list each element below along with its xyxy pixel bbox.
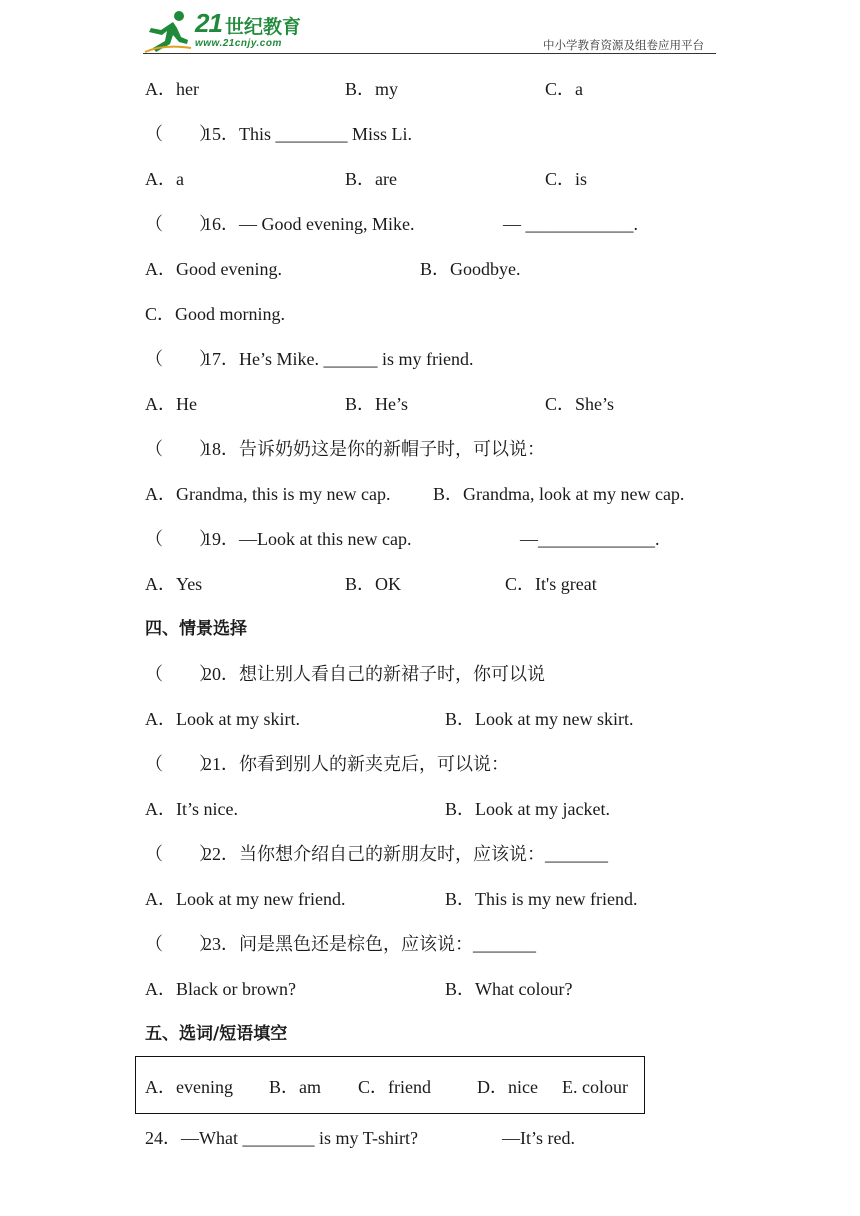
q21-option-a: A．It’s nice. bbox=[145, 799, 238, 819]
q22-option-a: A．Look at my new friend. bbox=[145, 889, 346, 909]
answer-paren: （ ） bbox=[145, 664, 217, 684]
answer-paren: （ ） bbox=[145, 934, 217, 954]
question-23 bbox=[145, 933, 536, 955]
question-text: 19．—Look at this new cap. bbox=[203, 529, 412, 549]
question-text: 23．问是黑色还是棕色，应该说：_______ bbox=[203, 934, 536, 954]
answer-paren: （ ） bbox=[145, 349, 217, 369]
logo-url: www.21cnjy.com bbox=[195, 38, 282, 49]
q19-option-c: C．It's great bbox=[505, 574, 597, 594]
question-text: 15．This ________ Miss Li. bbox=[203, 124, 413, 144]
question-19 bbox=[145, 528, 411, 550]
q16-option-c: C．Good morning. bbox=[145, 304, 286, 324]
q16-option-a: A．Good evening. bbox=[145, 259, 282, 279]
q18-option-a: A．Grandma, this is my new cap. bbox=[145, 484, 391, 504]
q19-reply-blank: —_____________. bbox=[520, 529, 660, 549]
q14-option-b: B．my bbox=[345, 79, 399, 99]
question-text: 16．— Good evening, Mike. bbox=[203, 214, 415, 234]
question-text: 22．当你想介绍自己的新朋友时，应该说：_______ bbox=[203, 844, 608, 864]
q19-option-a: A．Yes bbox=[145, 574, 203, 594]
question-22 bbox=[145, 843, 608, 865]
question-20 bbox=[145, 663, 545, 685]
word-bank-item: A．evening bbox=[145, 1077, 233, 1097]
answer-paren: （ ） bbox=[145, 529, 217, 549]
word-bank-item: D．nice bbox=[477, 1077, 538, 1097]
q15-option-b: B．are bbox=[345, 169, 397, 189]
q17-option-b: B．He’s bbox=[345, 394, 408, 414]
logo-brand-text: 世纪教育 bbox=[225, 16, 302, 38]
q17-option-a: A．He bbox=[145, 394, 197, 414]
header-divider bbox=[143, 53, 716, 54]
section-4-heading: 四、情景选择 bbox=[145, 619, 247, 639]
logo bbox=[143, 8, 313, 54]
question-text: 17．He’s Mike. ______ is my friend. bbox=[203, 349, 474, 369]
word-bank-item: B．am bbox=[269, 1077, 321, 1097]
q23-option-b: B．What colour? bbox=[445, 979, 573, 999]
question-text: 20．想让别人看自己的新裙子时，你可以说 bbox=[203, 664, 545, 684]
question-21 bbox=[145, 753, 509, 775]
q22-option-b: B．This is my new friend. bbox=[445, 889, 638, 909]
q15-option-c: C．is bbox=[545, 169, 588, 189]
platform-name: 中小学教育资源及组卷应用平台 bbox=[543, 38, 704, 52]
q21-option-b: B．Look at my jacket. bbox=[445, 799, 610, 819]
question-16 bbox=[145, 213, 414, 235]
q18-option-b: B．Grandma, look at my new cap. bbox=[433, 484, 685, 504]
q20-option-a: A．Look at my skirt. bbox=[145, 709, 300, 729]
q16-option-b: B．Goodbye. bbox=[420, 259, 521, 279]
question-17 bbox=[145, 348, 473, 370]
runner-icon bbox=[143, 8, 195, 54]
word-bank-item: C．friend bbox=[358, 1077, 431, 1097]
word-bank-item: E. colour bbox=[562, 1077, 628, 1097]
question-24: 24．—What ________ is my T-shirt? bbox=[145, 1128, 418, 1148]
logo-number: 21 bbox=[195, 8, 222, 38]
q14-option-c: C．a bbox=[545, 79, 583, 99]
section-5-heading: 五、选词/短语填空 bbox=[145, 1024, 288, 1044]
answer-paren: （ ） bbox=[145, 214, 217, 234]
question-15 bbox=[145, 123, 412, 145]
question-18 bbox=[145, 438, 545, 460]
q24-reply: —It’s red. bbox=[502, 1128, 575, 1148]
answer-paren: （ ） bbox=[145, 754, 217, 774]
q19-option-b: B．OK bbox=[345, 574, 402, 594]
q14-option-a: A．her bbox=[145, 79, 199, 99]
question-text: 21．你看到别人的新夹克后，可以说： bbox=[203, 754, 509, 774]
q23-option-a: A．Black or brown? bbox=[145, 979, 296, 999]
answer-paren: （ ） bbox=[145, 124, 217, 144]
q16-reply-blank: — ____________. bbox=[503, 214, 638, 234]
q20-option-b: B．Look at my new skirt. bbox=[445, 709, 634, 729]
q15-option-a: A．a bbox=[145, 169, 184, 189]
question-text: 18．告诉奶奶这是你的新帽子时，可以说： bbox=[203, 439, 545, 459]
q17-option-c: C．She’s bbox=[545, 394, 615, 414]
answer-paren: （ ） bbox=[145, 844, 217, 864]
answer-paren: （ ） bbox=[145, 439, 217, 459]
